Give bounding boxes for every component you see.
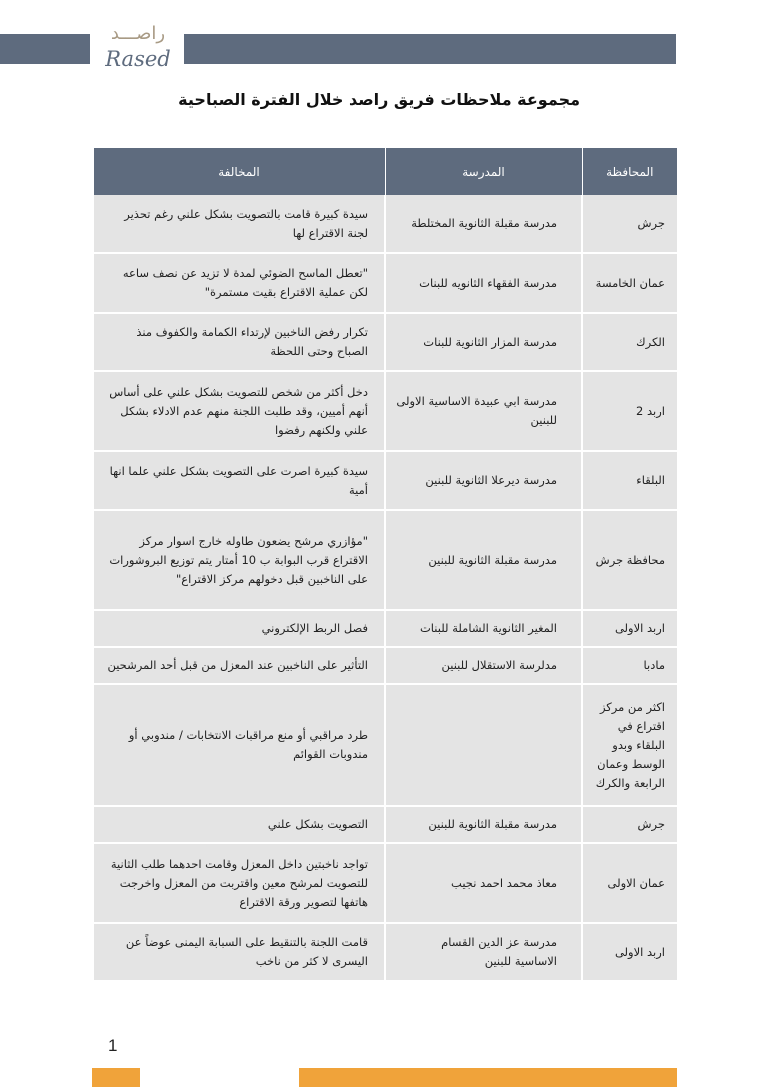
page-number: 1 xyxy=(108,1036,118,1055)
table-row xyxy=(93,371,677,451)
cell-violation: تكرار رفض الناخبين لإرتداء الكمامة والكفوف منذ الصباح وحتى اللحظة xyxy=(93,313,385,371)
rased-logo xyxy=(96,22,180,78)
header-governorate: المحافظة xyxy=(582,148,677,195)
cell-governorate: الكرك xyxy=(582,313,677,371)
cell-governorate: عمان الاولى xyxy=(582,843,677,923)
cell-violation: طرد مراقبي أو منع مراقبات الانتخابات / مندوبي أو مندوبات القوائم xyxy=(93,684,385,806)
table-row xyxy=(93,647,677,684)
cell-governorate: عمان الخامسة xyxy=(582,253,677,313)
cell-school: مدرسة الفقهاء الثانويه للبنات xyxy=(385,253,582,313)
cell-governorate: اربد 2 xyxy=(582,371,677,451)
header-band-left xyxy=(0,34,90,64)
cell-governorate: جرش xyxy=(582,806,677,843)
cell-violation: سيدة كبيرة اصرت على التصويت بشكل علني علما انها أمية xyxy=(93,451,385,510)
footer-band-right xyxy=(299,1068,677,1087)
table-row xyxy=(93,253,677,313)
cell-school: مدرسة مقبلة الثانوية للبنين xyxy=(385,510,582,610)
cell-school: معاذ محمد احمد نجيب xyxy=(385,843,582,923)
header-band-right xyxy=(184,34,676,64)
header-school: المدرسة xyxy=(385,148,582,195)
logo-arabic-text: راصـــد xyxy=(110,23,166,44)
cell-violation: "مؤازري مرشح يضعون طاوله خارج اسوار مركز الاقتراع قرب البوابة ب 10 أمتار يتم توزيع البروشورات على الناخبين قبل دخولهم مركز الاقتراع" xyxy=(93,510,385,610)
table-row xyxy=(93,610,677,647)
cell-governorate: اربد الاولى xyxy=(582,923,677,981)
table-row xyxy=(93,923,677,981)
cell-school: مدرسة عز الدين القسام الاساسية للبنين xyxy=(385,923,582,981)
cell-school: مدلرسة الاستقلال للبنين xyxy=(385,647,582,684)
cell-violation: دخل أكثر من شخص للتصويت بشكل علني على أساس أنهم أميين، وقد طلبت اللجنة منهم عدم الادلاء بشكل علني ولكنهم رفضوا xyxy=(93,371,385,451)
cell-school: مدرسة مقبلة الثانوية المختلطة xyxy=(385,195,582,253)
cell-governorate: اربد الاولى xyxy=(582,610,677,647)
cell-governorate: محافظة جرش xyxy=(582,510,677,610)
table-row xyxy=(93,313,677,371)
cell-school: مدرسة مقبلة الثانوية للبنين xyxy=(385,806,582,843)
cell-violation: تواجد ناخبتين داخل المعزل وقامت احدهما طلب الثانية للتصويت لمرشح معين واقتربت من المعزل واخرجت هاتفها لتصوير ورقة الاقتراع xyxy=(93,843,385,923)
table-header-row xyxy=(93,148,677,195)
cell-violation: فصل الربط الإلكتروني xyxy=(93,610,385,647)
table-row xyxy=(93,451,677,510)
cell-school: المغير الثانوية الشاملة للبنات xyxy=(385,610,582,647)
cell-violation: التصويت بشكل علني xyxy=(93,806,385,843)
cell-school: مدرسة ابي عبيدة الاساسية الاولى للبنين xyxy=(385,371,582,451)
cell-governorate: مادبا xyxy=(582,647,677,684)
table-row xyxy=(93,510,677,610)
cell-violation: قامت اللجنة بالتنقيط على السبابة اليمنى عوضاً عن اليسرى لا كثر من ناخب xyxy=(93,923,385,981)
cell-governorate: جرش xyxy=(582,195,677,253)
table-row xyxy=(93,195,677,253)
table-row xyxy=(93,806,677,843)
cell-violation: "تعطل الماسح الضوئي لمدة لا تزيد عن نصف ساعه لكن عملية الاقتراع بقيت مستمرة" xyxy=(93,253,385,313)
cell-governorate: البلقاء xyxy=(582,451,677,510)
table-row xyxy=(93,843,677,923)
cell-violation: سيدة كبيرة قامت بالتصويت بشكل علني رغم تحذير لجنة الاقتراع لها xyxy=(93,195,385,253)
cell-school: مدرسة ديرعلا الثانوية للبنين xyxy=(385,451,582,510)
logo-latin-text: Rased xyxy=(105,47,171,71)
header-violation: المخالفة xyxy=(93,148,385,195)
violations-table xyxy=(92,148,677,982)
document-title: مجموعة ملاحظات فريق راصد خلال الفترة الصباحية xyxy=(178,90,580,109)
cell-school xyxy=(385,684,582,806)
footer-band-left xyxy=(92,1068,140,1087)
cell-governorate: اكثر من مركز اقتراع في البلقاء وبدو الوسط وعمان الرابعة والكرك xyxy=(582,684,677,806)
cell-violation: التأثير على الناخبين عند المعزل من قبل أحد المرشحين xyxy=(93,647,385,684)
table-row xyxy=(93,684,677,806)
cell-school: مدرسة المزار الثانوية للبنات xyxy=(385,313,582,371)
